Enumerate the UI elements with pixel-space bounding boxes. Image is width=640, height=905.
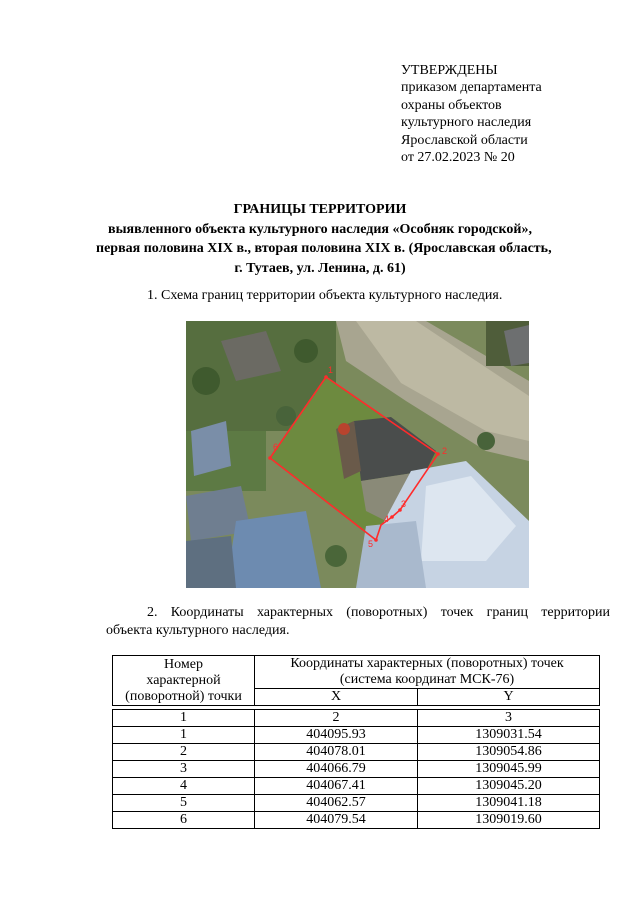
table-cell: 1309045.99 [418, 761, 600, 778]
table-cell: 404067.41 [255, 778, 418, 795]
header-text: характерной [146, 672, 221, 688]
table-cell: 1309041.18 [418, 795, 600, 812]
header-point-number [113, 656, 255, 706]
approval-line: приказом департамента [401, 80, 542, 96]
table-cell: 1 [113, 727, 255, 744]
table-cell: 2 [255, 710, 418, 727]
approval-line: УТВЕРЖДЕНЫ [401, 63, 498, 78]
table-cell: 4 [113, 778, 255, 795]
point-label: 2 [442, 446, 448, 456]
table-cell: 404095.93 [255, 727, 418, 744]
boundary-scheme-map [186, 321, 529, 588]
section-1-heading: 1. Схема границ территории объекта культурного наследия. [147, 288, 503, 303]
table-numbering-row [113, 710, 600, 727]
table-row [113, 778, 600, 795]
header-text: Номер [164, 656, 203, 672]
coordinates-table [112, 655, 600, 829]
table-row [113, 812, 600, 829]
section-2-line: объекта культурного наследия. [106, 623, 290, 638]
approval-block [401, 62, 542, 166]
table-cell: 404078.01 [255, 744, 418, 761]
table-cell: 1309054.86 [418, 744, 600, 761]
point-label: 5 [368, 539, 374, 549]
table-cell: 6 [113, 812, 255, 829]
table-row [113, 795, 600, 812]
table-cell: 3 [113, 761, 255, 778]
title-line: первая половина XIX в., вторая половина XIX в. (Ярославская область, [96, 241, 552, 256]
header-text: (система координат МСК-76) [339, 672, 515, 687]
point-label: 1 [328, 365, 334, 375]
header-x: X [255, 689, 418, 706]
table-cell: 1309031.54 [418, 727, 600, 744]
header-text: (поворотной) точки [125, 688, 242, 704]
table-cell: 1309045.20 [418, 778, 600, 795]
title-line: выявленного объекта культурного наследия «Особняк городской», [108, 221, 532, 237]
table-cell: 404066.79 [255, 761, 418, 778]
table-cell: 2 [113, 744, 255, 761]
title-line: ГРАНИЦЫ ТЕРРИТОРИИ [233, 202, 407, 217]
approval-line: Ярославской области [401, 132, 528, 148]
point-label: 6 [273, 442, 279, 452]
table-row [113, 761, 600, 778]
header-y: Y [418, 689, 600, 706]
table-row [113, 727, 600, 744]
header-text: Координаты характерных (поворотных) точек [290, 656, 564, 671]
approval-line: от 27.02.2023 № 20 [401, 150, 515, 166]
table-cell: 404079.54 [255, 812, 418, 829]
point-label: 4 [384, 514, 390, 524]
approval-line: охраны объектов [401, 97, 502, 113]
title-line: г. Тутаев, ул. Ленина, д. 61) [234, 260, 406, 276]
approval-line: культурного наследия [401, 115, 532, 131]
section-2-line: 2. Координаты характерных (поворотных) точек границ территории [147, 605, 610, 620]
table-cell: 1 [113, 710, 255, 727]
point-label: 3 [401, 499, 407, 509]
document-title [96, 200, 552, 278]
table-header-row [113, 656, 600, 689]
table-cell: 3 [418, 710, 600, 727]
section-2-heading [106, 604, 610, 640]
table-cell: 1309019.60 [418, 812, 600, 829]
table-cell: 404062.57 [255, 795, 418, 812]
table-cell: 5 [113, 795, 255, 812]
table-row [113, 744, 600, 761]
header-coordinates [255, 656, 600, 689]
